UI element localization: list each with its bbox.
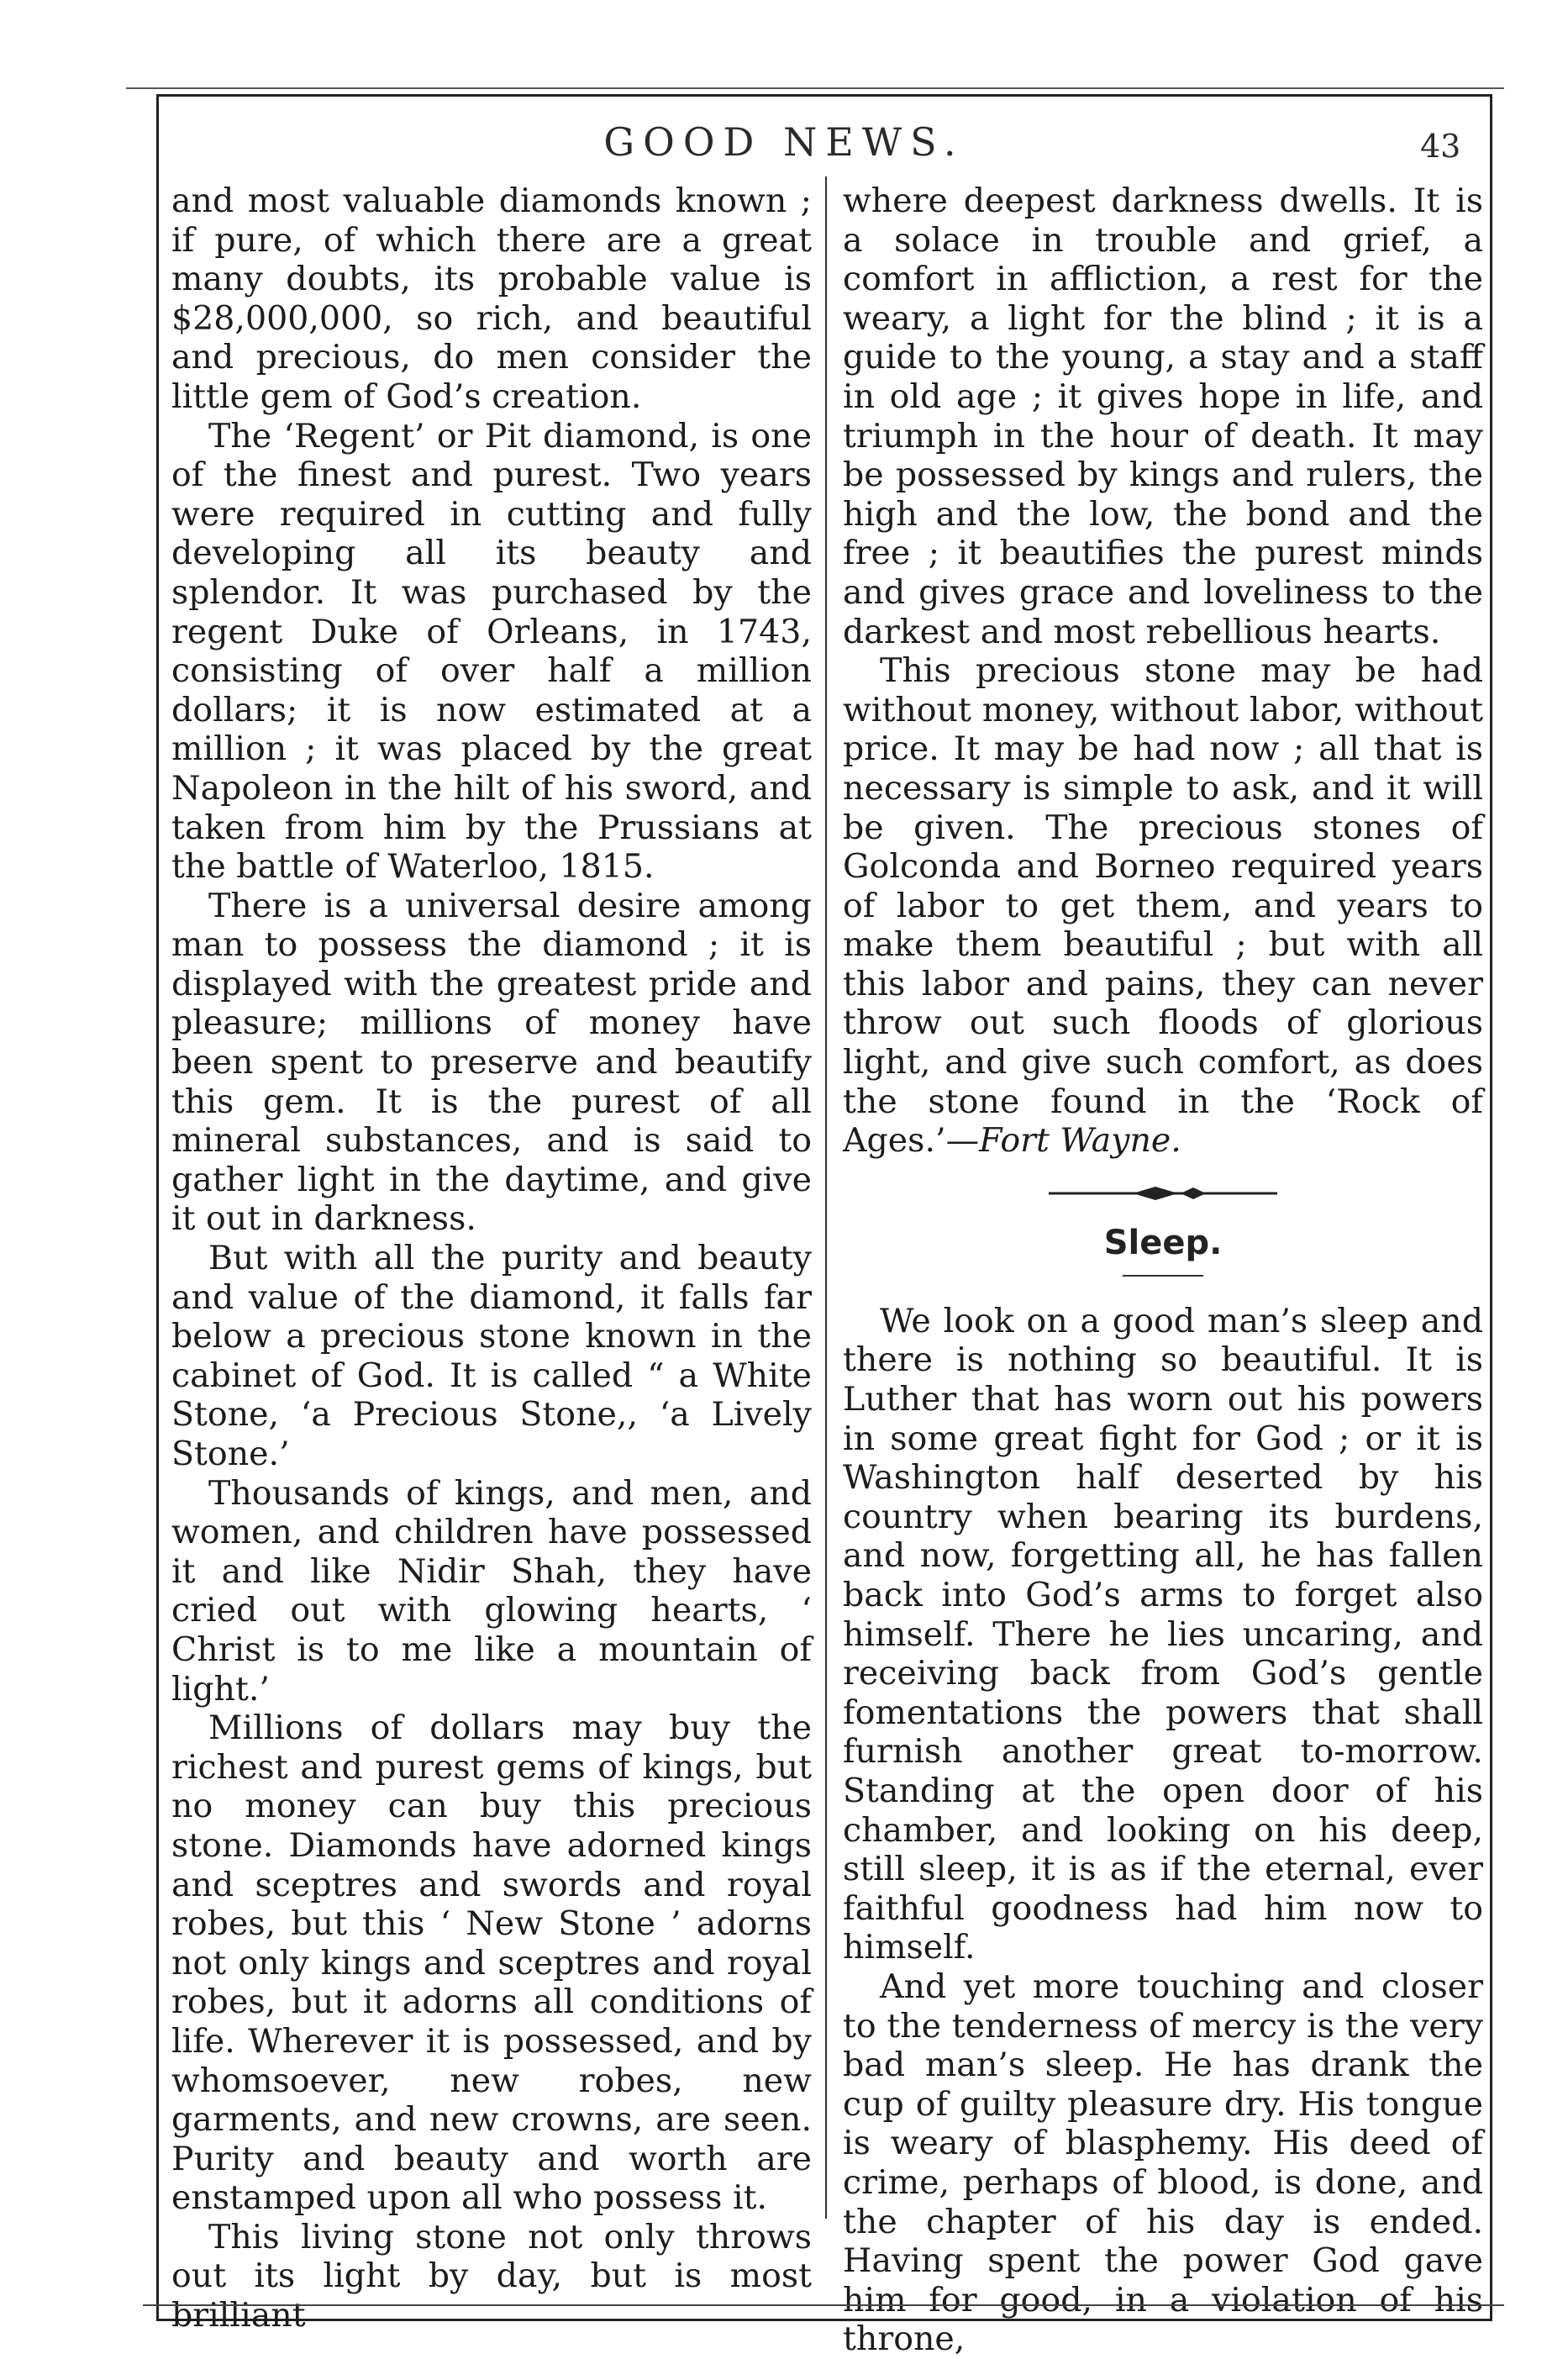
- attribution: Fort Wayne.: [979, 1121, 1181, 1161]
- ornament-divider: [843, 1179, 1483, 1208]
- paragraph: And yet more touching and closer to the tenderness of mercy is the very bad man’s sleep. He has drank the cup of guilty pleasure dry. His tongue is weary of blasphemy. His deed of crime, perhaps of blood, is done, and the chapter of his day is ended. Having spent the power God gave him for good, in a violation of his throne,: [843, 1967, 1483, 2359]
- paragraph: There is a universal desire among man to possess the diamond ; it is displayed with the greatest pride and pleasure; millions of money have been spent to preserve and beautify this gem. It is the purest of all mineral substances, and is said to gather light in the daytime, and give it out in darkness.: [171, 886, 812, 1239]
- paragraph: Millions of dollars may buy the richest and purest gems of kings, but no money can buy this precious stone. Diamonds have adorned kings and sceptres and swords and royal robes, but this ‘ New Stone ’ adorns not only kings and sceptres and royal robes, but it adorns all conditions of life. Wherever it is possessed, and by whomsoever, new robes, new garments, and new crowns, are seen. Purity and beauty and worth are enstamped upon all who possess it.: [171, 1709, 812, 2218]
- right-column: [843, 182, 1483, 2359]
- section-title: Sleep.: [1103, 1223, 1223, 1262]
- paragraph: We look on a good man’s sleep and there is nothing so beautiful. It is Luther that has worn out his powers in some great fight for God ; or it is Washington half deserted by his country when bearing its burdens, and now, forgetting all, he has fallen back into God’s arms to forget also himself. There he lies uncaring, and receiving back from God’s gentle fomentations the powers that shall furnish another great to-morrow. Standing at the open door of his chamber, and looking on his deep, still sleep, it is as if the eternal, ever faithful goodness had him now to himself.: [843, 1301, 1483, 1967]
- paragraph: Thousands of kings, and men, and women, and children have possessed it and like Nidir Shah, they have cried out with glowing hearts, ‘ Christ is to me like a mountain of light.’: [171, 1473, 812, 1709]
- page-number: 43: [1420, 128, 1461, 165]
- paragraph: and most valuable diamonds known ; if pure, of which there are a great many doubts, its probable value is $28,000,000, so rich, and beautiful and precious, do men consider the little gem of God’s creation.: [171, 182, 812, 416]
- paragraph: This living stone not only throws out its light by day, but is most brilliant: [171, 2217, 812, 2335]
- paragraph-with-attribution: [843, 651, 1483, 1161]
- left-column: [171, 182, 812, 2335]
- top-rule: [126, 87, 1504, 89]
- paragraph: The ‘Regent’ or Pit diamond, is one of the finest and purest. Two years were required in cutting and fully developing all its beauty and splendor. It was purchased by the regent Duke of Orleans, in 1743, consisting of over half a million dollars; it is now estimated at a million ; it was placed by the great Napoleon in the hilt of his sword, and taken from him by the Prussians at the battle of Waterloo, 1815.: [171, 416, 812, 887]
- running-title: GOOD NEWS.: [603, 119, 965, 165]
- paragraph-text: This precious stone may be had without money, without labor, without price. It may be had now ; all that is necessary is simple to ask, and it will be given. The precious stones of Golconda and Borneo required years of labor to get them, and years to make them beautiful ; but with all this labor and pains, they can never throw out such floods of glorious light, and give such comfort, as does the stone found in the ‘Rock of Ages.’—: [843, 651, 1483, 1161]
- paragraph: where deepest darkness dwells. It is a solace in trouble and grief, a comfort in affliction, a rest for the weary, a light for the blind ; it is a guide to the young, a stay and a staff in old age ; it gives hope in life, and triumph in the hour of death. It may be possessed by kings and rulers, the high and the low, the bond and the free ; it beautifies the purest minds and gives grace and loveliness to the darkest and most rebellious hearts.: [843, 182, 1483, 651]
- bottom-rule: [143, 2304, 1504, 2306]
- paragraph: But with all the purity and beauty and value of the diamond, it falls far below a precious stone known in the cabinet of God. It is called “ a White Stone, ‘a Precious Stone,, ‘a Lively Stone.’: [171, 1239, 812, 1473]
- title-rule: [1123, 1275, 1203, 1277]
- column-divider: [825, 176, 827, 2219]
